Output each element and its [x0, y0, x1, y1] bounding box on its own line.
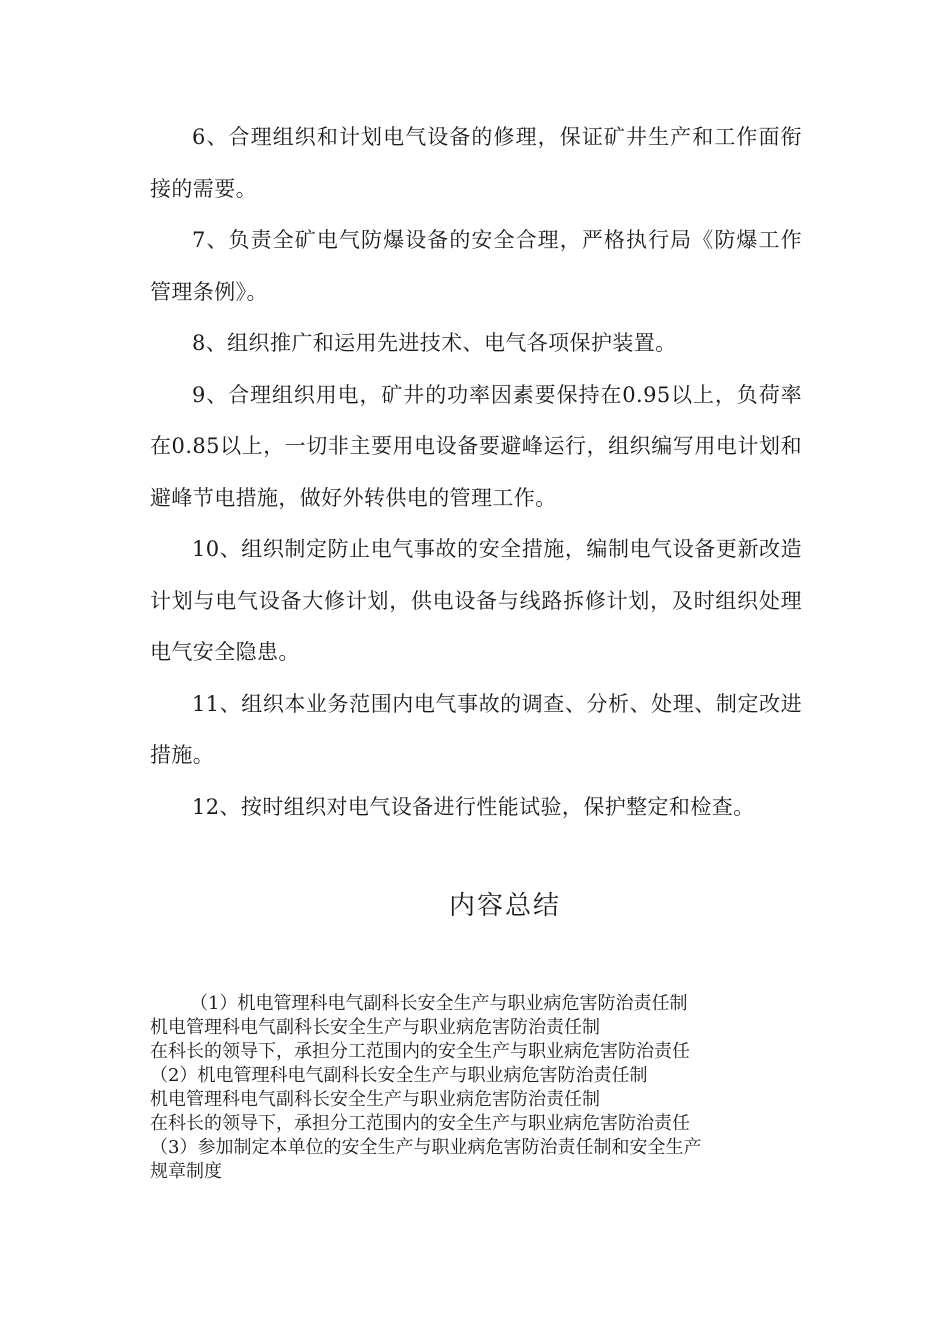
- summary-line: 机电管理科电气副科长安全生产与职业病危害防治责任制: [150, 1089, 600, 1110]
- summary-line: 机电管理科电气副科长安全生产与职业病危害防治责任制: [150, 1017, 600, 1038]
- paragraph-6: 6、合理组织和计划电气设备的修理，保证矿井生产和工作面衔接的需要。: [150, 125, 802, 201]
- paragraph-11: 11、组织本业务范围内电气事故的调查、分析、处理、制定改进措施。: [150, 691, 802, 767]
- summary-line: （3）参加制定本单位的安全生产与职业病危害防治责任制和安全生产: [150, 1137, 702, 1158]
- responsibility-list: [150, 112, 802, 833]
- summary-title: 内容总结: [448, 891, 561, 921]
- summary-block: [150, 992, 800, 1184]
- paragraph-9: 9、合理组织用电，矿井的功率因素要保持在0.95以上，负荷率在0.85以上，一切非主要用电设备要避峰运行，组织编写用电计划和避峰节电措施，做好外转供电的管理工作。: [150, 382, 802, 510]
- summary-line: （1）机电管理科电气副科长安全生产与职业病危害防治责任制: [190, 993, 688, 1014]
- paragraph-7: 7、负责全矿电气防爆设备的安全合理，严格执行局《防爆工作管理条例》。: [150, 228, 802, 304]
- paragraph-10: 10、组织制定防止电气事故的安全措施，编制电气设备更新改造计划与电气设备大修计划，供电设备与线路拆修计划，及时组织处理电气安全隐患。: [150, 537, 802, 664]
- summary-line: （2）机电管理科电气副科长安全生产与职业病危害防治责任制: [150, 1065, 648, 1086]
- summary-line: 规章制度: [150, 1161, 222, 1182]
- paragraph-8: 8、组织推广和运用先进技术、电气各项保护装置。: [192, 331, 677, 355]
- summary-line: 在科长的领导下，承担分工范围内的安全生产与职业病危害防治责任: [150, 1041, 690, 1062]
- summary-line: 在科长的领导下，承担分工范围内的安全生产与职业病危害防治责任: [150, 1113, 690, 1134]
- paragraph-12: 12、按时组织对电气设备进行性能试验，保护整定和检查。: [192, 794, 755, 819]
